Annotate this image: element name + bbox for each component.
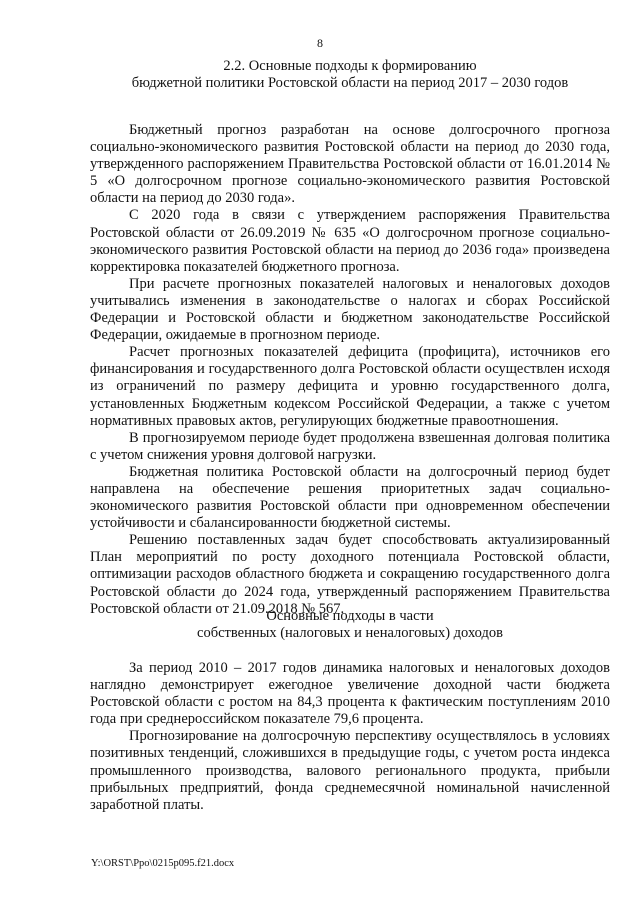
subsection-heading-line-2: собственных (налоговых и неналоговых) доходов [197, 625, 503, 641]
subsection-body [90, 660, 610, 814]
subsection-heading [90, 608, 610, 642]
paragraph: Бюджетная политика Ростовской области на долгосрочный период будет направлена на обеспечение решения приоритетных задач социально-экономического развития Ростовской области при одновременном обеспечении устойчивости и сбалансированности бюджетной системы. [90, 463, 610, 532]
subsection-heading-line-1: Основные подходы в части [266, 608, 434, 624]
section-heading-line-1: 2.2. Основные подходы к формированию [223, 58, 477, 74]
paragraph: В прогнозируемом периоде будет продолжена взвешенная долговая политика с учетом снижения уровня долговой нагрузки. [90, 429, 610, 463]
section-body [90, 122, 610, 618]
paragraph: Прогнозирование на долгосрочную перспективу осуществлялось в условиях позитивных тенденций, сложившихся в предыдущие годы, с учетом роста индекса промышленного производства, валового регионального продукта, прибыли прибыльных предприятий, фонда среднемесячной номинальной начисленной заработной платы. [90, 728, 610, 813]
paragraph: Решению поставленных задач будет способствовать актуализированный План мероприятий по росту доходного потенциала Ростовской области, оптимизации расходов областного бюджета и сокращению государственного долга Ростовской области до 2024 года, утвержденный распоряжением Правительства Ростовской области от 21.09.2018 № 567. [90, 532, 610, 617]
section-heading-line-2: бюджетной политики Ростовской области на период 2017 – 2030 годов [131, 75, 569, 91]
footer-file-path: Y:\ORST\Ppo\0215p095.f21.docx [91, 858, 235, 869]
paragraph: С 2020 года в связи с утверждением распоряжения Правительства Ростовской области от 26.09.2019 № 635 «О долгосрочном прогнозе социально-экономического развития Ростовской области на период до 2036 года» произведена корректировка показателей бюджетного прогноза. [90, 207, 610, 275]
paragraph: Бюджетный прогноз разработан на основе долгосрочного прогноза социально-экономического развития Ростовской области на период до 2030 года, утвержденного распоряжением Правительства Ростовской области от 16.01.2014 № 5 «О долгосрочном прогнозе социально-экономического развития Ростовской области на период до 2030 года». [90, 122, 610, 207]
paragraph: При расчете прогнозных показателей налоговых и неналоговых доходов учитывались изменения в законодательстве о налогах и сборах Российской Федерации и Ростовской области и бюджетном законодательстве Российской Федерации, ожидаемые в прогнозном периоде. [90, 275, 610, 344]
section-heading [90, 58, 610, 92]
page-number: 8 [317, 36, 323, 50]
paragraph: Расчет прогнозных показателей дефицита (профицита), источников его финансирования и государственного долга Ростовской области осуществлен исходя из ограничений по размеру дефицита и уровню государственного долга, установленных Бюджетным кодексом Российской Федерации, а также с учетом нормативных правовых актов, регулирующих бюджетные правоотношения. [90, 344, 610, 429]
paragraph: За период 2010 – 2017 годов динамика налоговых и неналоговых доходов наглядно демонстрирует ежегодное увеличение доходной части бюджета Ростовской области с ростом на 84,3 процента к фактическим поступлениям 2010 года при среднероссийском показателе 79,6 процента. [90, 660, 610, 728]
